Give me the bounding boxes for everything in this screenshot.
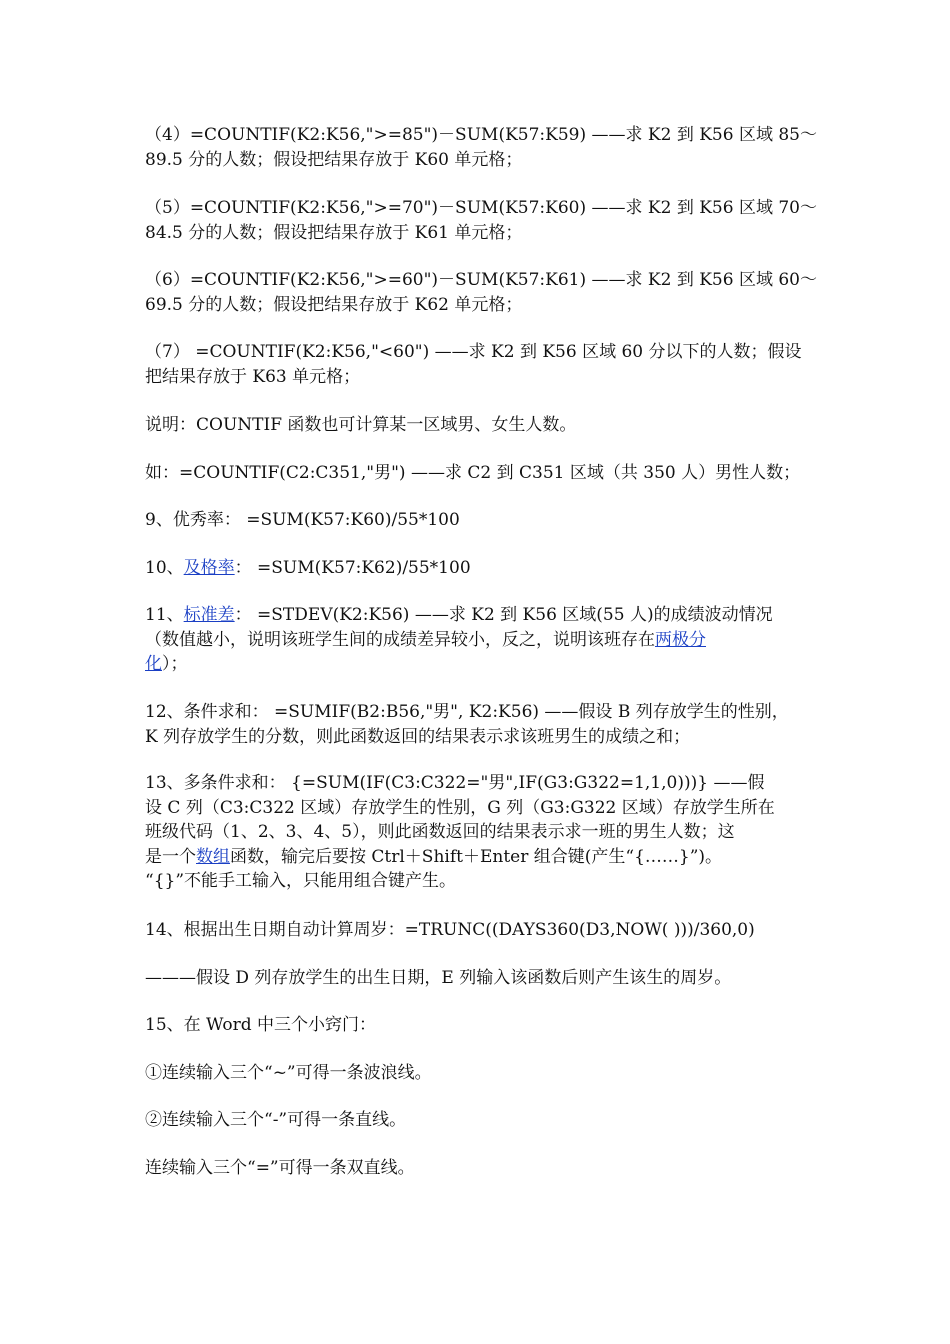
text-line: K 列存放学生的分数，则此函数返回的结果表示求该班男生的成绩之和； xyxy=(145,726,691,747)
paragraph-age-calc xyxy=(145,918,815,943)
paragraph-pass-rate xyxy=(145,556,815,581)
paragraph-tip-straight-line xyxy=(145,1108,815,1133)
text-line: 说明：COUNTIF 函数也可计算某一区域男、女生人数。 xyxy=(145,415,577,435)
text-line: （数值越小，说明该班学生间的成绩差异较小，反之，说明该班存在 xyxy=(145,629,655,650)
text-line: ———假设 D 列存放学生的出生日期，E 列输入该函数后则产生该生的周岁。 xyxy=(145,968,732,988)
item-number: 10、 xyxy=(145,558,184,578)
paragraph-countif-70 xyxy=(145,196,815,245)
item-number: 11、 xyxy=(145,605,184,625)
text-line: ①连续输入三个“~”可得一条波浪线。 xyxy=(145,1063,432,1083)
text-line: 把结果存放于 K63 单元格； xyxy=(145,366,361,387)
paragraph-note xyxy=(145,413,815,438)
text-line: 9、优秀率： =SUM(K57:K60)/55*100 xyxy=(145,510,460,530)
text-line: “{}”不能手工输入，只能用组合键产生。 xyxy=(145,871,457,891)
array-link[interactable]: 数组 xyxy=(196,846,230,867)
polarization-link-continued[interactable]: 化 xyxy=(145,654,162,674)
text-line: 15、在 Word 中三个小窍门： xyxy=(145,1015,377,1035)
text-line: 69.5 分的人数；假设把结果存放于 K62 单元格； xyxy=(145,294,523,315)
text-line: 是一个 xyxy=(145,846,196,867)
paragraph-countif-below-60 xyxy=(145,340,815,389)
text-line: ②连续输入三个“-”可得一条直线。 xyxy=(145,1110,407,1130)
paragraph-countif-60 xyxy=(145,268,815,317)
paragraph-tip-wavy-line xyxy=(145,1061,815,1086)
text-line: 如：=COUNTIF(C2:C351,"男") ——求 C2 到 C351 区域（共 350 人）男性人数； xyxy=(145,463,801,483)
paragraph-tip-double-line xyxy=(145,1156,815,1181)
text-line: ）； xyxy=(162,654,188,674)
text-line: 14、根据出生日期自动计算周岁：=TRUNC((DAYS360(D3,NOW( )))/360,0) xyxy=(145,920,755,940)
paragraph-excellence-rate xyxy=(145,508,815,533)
formula-text: ： =SUM(K57:K62)/55*100 xyxy=(234,558,471,578)
text-line: 设 C 列（C3:C322 区域）存放学生的性别，G 列（G3:G322 区域）存放学生所在 xyxy=(145,797,775,818)
paragraph-countif-85 xyxy=(145,123,815,172)
text-line: 12、条件求和： =SUMIF(B2:B56,"男", K2:K56) ——假设 B 列存放学生的性别， xyxy=(145,702,789,722)
text-line: 函数，输完后要按 Ctrl＋Shift＋Enter 组合键(产生“{……}”)。 xyxy=(230,846,723,867)
text-line: 89.5 分的人数；假设把结果存放于 K60 单元格； xyxy=(145,149,523,170)
paragraph-word-tips-heading xyxy=(145,1013,815,1038)
text-line: （4）=COUNTIF(K2:K56,">=85")－SUM(K57:K59) ——求 K2 到 K56 区域 85～ xyxy=(145,125,817,145)
pass-rate-link[interactable]: 及格率 xyxy=(183,558,235,578)
paragraph-age-calc-explain xyxy=(145,966,815,991)
polarization-link[interactable]: 两极分 xyxy=(655,629,706,650)
text-line: 84.5 分的人数；假设把结果存放于 K61 单元格； xyxy=(145,222,523,243)
text-line: 连续输入三个“=”可得一条双直线。 xyxy=(145,1158,415,1178)
text-line: （7） =COUNTIF(K2:K56,"<60") ——求 K2 到 K56 区域 60 分以下的人数；假设 xyxy=(145,342,802,362)
formula-text: ： =STDEV(K2:K56) ——求 K2 到 K56 区域(55 人)的成绩波动情况 xyxy=(234,605,773,625)
paragraph-conditional-sum xyxy=(145,700,815,749)
text-line: （6）=COUNTIF(K2:K56,">=60")－SUM(K57:K61) ——求 K2 到 K56 区域 60～ xyxy=(145,270,817,290)
paragraph-std-dev xyxy=(145,603,815,677)
text-line: 13、多条件求和： {=SUM(IF(C3:C322="男",IF(G3:G322=1,1,0)))} ——假 xyxy=(145,773,765,793)
text-line: 班级代码（1、2、3、4、5），则此函数返回的结果表示求一班的男生人数；这 xyxy=(145,822,735,842)
paragraph-multi-condition-sum xyxy=(145,771,815,894)
std-dev-link[interactable]: 标准差 xyxy=(183,605,235,625)
paragraph-example xyxy=(145,461,815,486)
text-line: （5）=COUNTIF(K2:K56,">=70")－SUM(K57:K60) ——求 K2 到 K56 区域 70～ xyxy=(145,198,817,218)
